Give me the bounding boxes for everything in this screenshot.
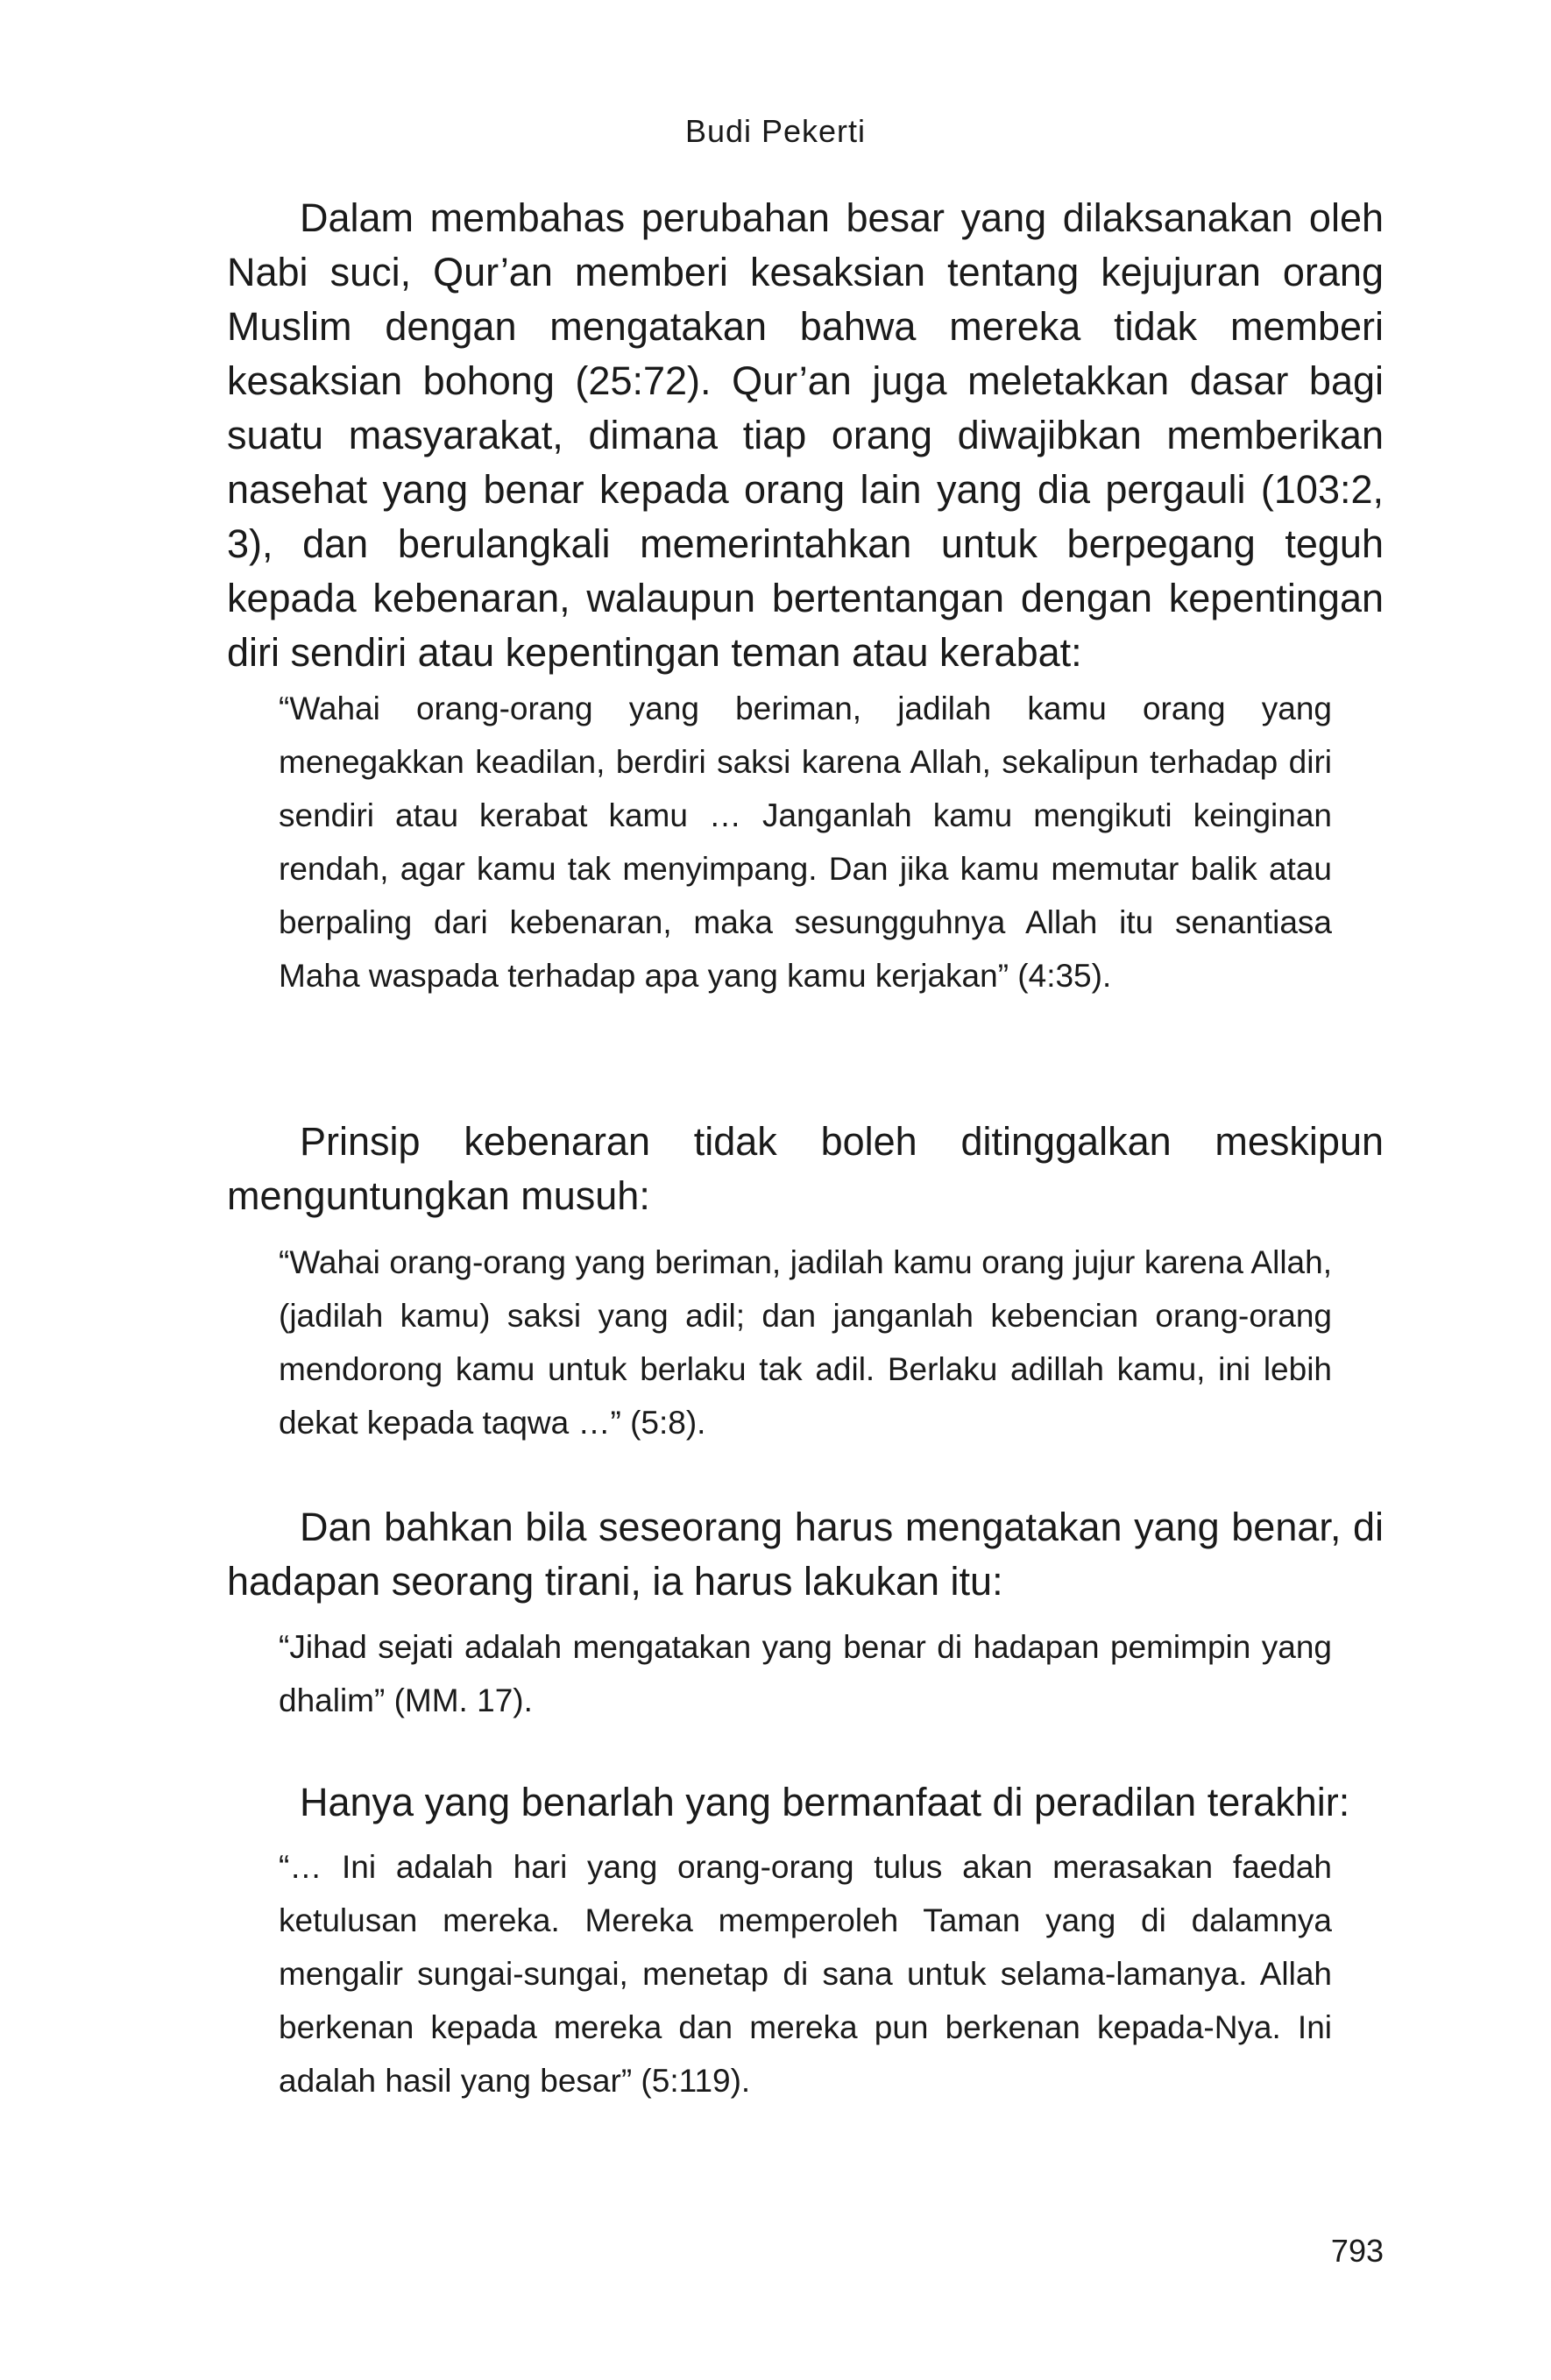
running-header: Budi Pekerti xyxy=(684,113,867,149)
quote-block-3: “Jihad sejati adalah mengatakan yang benar di hadapan pemimpin yang dhalim” (MM. 17). xyxy=(279,1629,1332,1718)
quote-block-2: “Wahai orang-orang yang beriman, jadilah kamu orang jujur karena Allah, (jadilah kamu) saksi yang adil; dan janganlah kebencian orang-orang mendorong kamu untuk berlaku tak adil. Berlaku adillah kamu, ini lebih dekat kepada taqwa …” (5:8). xyxy=(279,1244,1332,1441)
body-paragraph-3: Dan bahkan bila seseorang harus mengatakan yang benar, di hadapan seorang tirani, ia harus lakukan itu: xyxy=(227,1505,1384,1604)
body-paragraph-2: Prinsip kebenaran tidak boleh ditinggalkan meskipun menguntungkan musuh: xyxy=(227,1119,1384,1218)
quote-block-4: “… Ini adalah hari yang orang-orang tulus akan merasakan faedah ketulusan mereka. Mereka memperoleh Taman yang di dalamnya mengalir sungai-sungai, menetap di sana untuk selama-lamanya. Allah berkenan kepada mereka dan mereka pun berkenan kepada-Nya. Ini adalah hasil yang besar” (5:119). xyxy=(279,1849,1332,2099)
quote-block-1: “Wahai orang-orang yang beriman, jadilah kamu orang yang menegakkan keadilan, berdiri saksi karena Allah, sekalipun terhadap diri sendiri atau kerabat kamu … Janganlah kamu mengikuti keinginan rendah, agar kamu tak menyimpang. Dan jika kamu memutar balik atau berpaling dari kebenaran, maka sesungguhnya Allah itu senantiasa Maha waspada terhadap apa yang kamu kerjakan” (4:35). xyxy=(279,691,1332,994)
body-paragraph-1: Dalam membahas perubahan besar yang dilaksanakan oleh Nabi suci, Qur’an memberi kesaksian tentang kejujuran orang Muslim dengan mengatakan bahwa mereka tidak memberi kesaksian bohong (25:72). Qur’an juga meletakkan dasar bagi suatu masyarakat, dimana tiap orang diwajibkan memberikan nasehat yang benar kepada orang lain yang dia pergauli (103:2, 3), dan berulangkali memerintahkan untuk berpegang teguh kepada kebenaran, walaupun bertentangan dengan kepentingan diri sendiri atau kepentingan teman atau kerabat: xyxy=(227,195,1384,675)
body-paragraph-4: Hanya yang benarlah yang bermanfaat di peradilan terakhir: xyxy=(300,1780,1350,1824)
page-number: 793 xyxy=(1330,2233,1384,2269)
